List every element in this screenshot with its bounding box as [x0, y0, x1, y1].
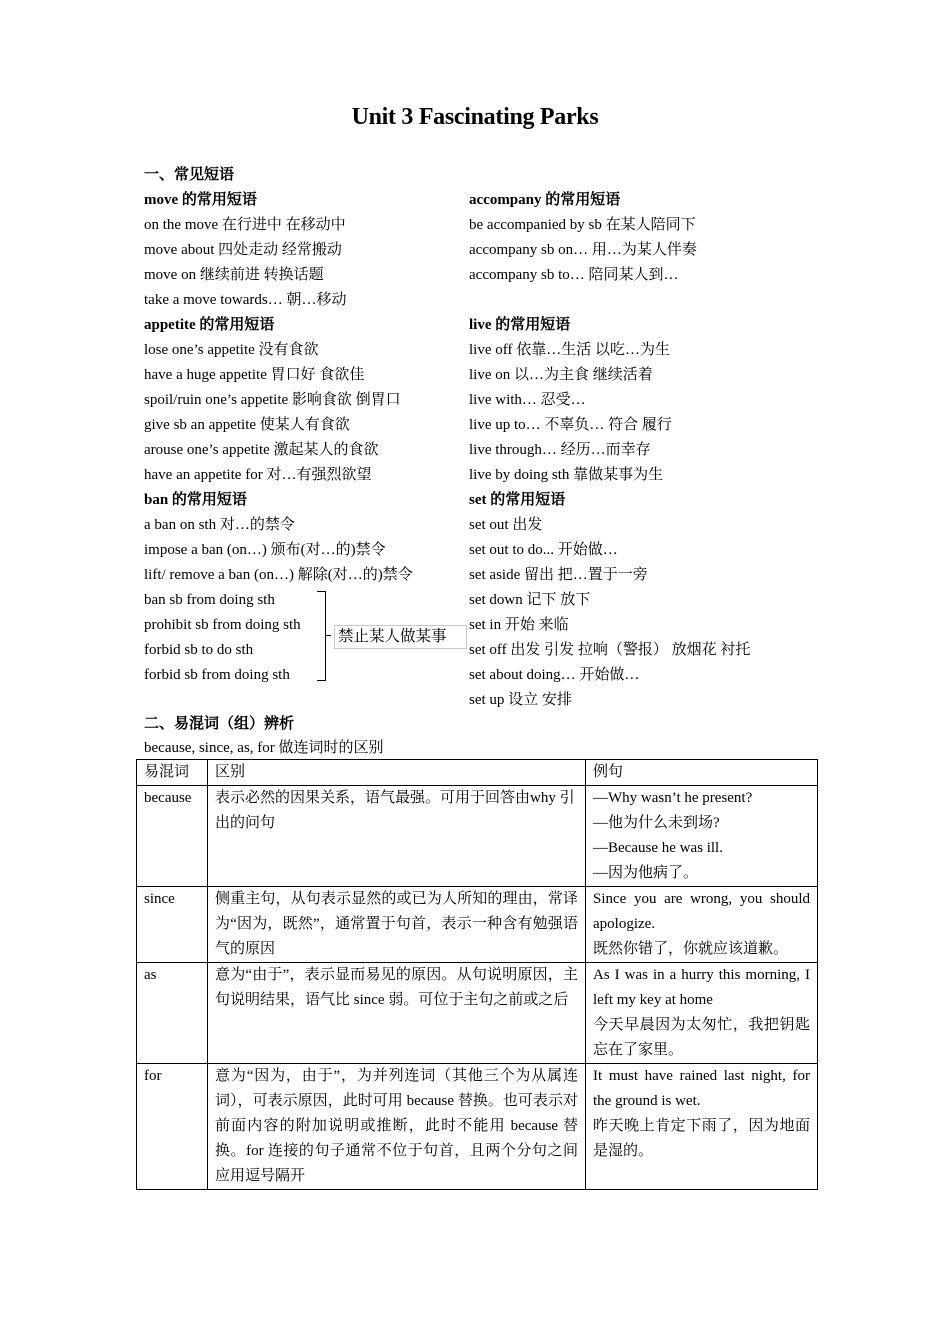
example-line: 今天早晨因为太匆忙，我把钥匙忘在了家里。	[593, 1017, 810, 1058]
table-header-cell: 例句	[586, 760, 818, 786]
example-line: 昨天晚上肯定下雨了，因为地面是湿的。	[593, 1118, 810, 1159]
appetite-item: have a huge appetite 胃口好 食欲佳	[144, 367, 365, 383]
example-line: As I was in a hurry this morning, I left my key at home	[593, 967, 810, 1008]
set-item: set up 设立 安排	[469, 692, 572, 708]
table-cell-word: because	[137, 786, 208, 887]
appetite-item: spoil/ruin one’s appetite 影响食欲 倒胃口	[144, 392, 401, 408]
table-cell-diff: 意为“由于”，表示显而易见的原因。从句说明原因，主句说明结果，语气比 since 弱。可位于主句之前或之后	[208, 963, 586, 1064]
accompany-heading: accompany 的常用短语	[469, 192, 621, 208]
live-item: live up to… 不辜负… 符合 履行	[469, 417, 672, 433]
ban-item: forbid sb from doing sth	[144, 667, 290, 683]
table-row	[137, 887, 818, 963]
table-header-cell: 易混词	[137, 760, 208, 786]
live-heading: live 的常用短语	[469, 317, 571, 333]
ban-bracket-tick	[325, 635, 331, 636]
live-item: live with… 忍受…	[469, 392, 586, 408]
ban-item: lift/ remove a ban (on…) 解除(对…的)禁令	[144, 567, 413, 583]
table-header-cell: 区别	[208, 760, 586, 786]
table-header-row	[137, 760, 818, 786]
move-item: move about 四处走动 经常搬动	[144, 242, 342, 258]
move-heading: move 的常用短语	[144, 192, 257, 208]
table-cell-example	[586, 786, 818, 887]
ban-item: a ban on sth 对…的禁令	[144, 517, 295, 533]
example-line: —Because he was ill.	[593, 840, 723, 856]
table-cell-diff: 侧重主句，从句表示显然的或已为人所知的理由，常译为“因为，既然”，通常置于句首，表示一种含有勉强语气的原因	[208, 887, 586, 963]
example-line: Since you are wrong, you should apologize.	[593, 891, 810, 932]
section1-heading: 一、常见短语	[144, 167, 235, 183]
example-line: —他为什么未到场?	[593, 815, 720, 831]
set-item: set about doing… 开始做…	[469, 667, 640, 683]
accompany-item: be accompanied by sb 在某人陪同下	[469, 217, 696, 233]
ban-item: prohibit sb from doing sth	[144, 617, 301, 633]
set-heading: set 的常用短语	[469, 492, 566, 508]
table-row	[137, 786, 818, 887]
page-title: Unit 3 Fascinating Parks	[351, 104, 599, 130]
live-item: live by doing sth 靠做某事为生	[469, 467, 664, 483]
ban-item: ban sb from doing sth	[144, 592, 275, 608]
example-line: —Why wasn’t he present?	[593, 790, 753, 806]
table-cell-word: for	[137, 1064, 208, 1190]
live-item: live on 以…为主食 继续活着	[469, 367, 653, 383]
appetite-item: have an appetite for 对…有强烈欲望	[144, 467, 372, 483]
table-cell-word: since	[137, 887, 208, 963]
live-item: live off 依靠…生活 以吃…为生	[469, 342, 670, 358]
table-cell-diff: 表示必然的因果关系，语气最强。可用于回答由why 引出的问句	[208, 786, 586, 887]
section2-heading: 二、易混词（组）辨析	[144, 716, 295, 732]
table-cell-word: as	[137, 963, 208, 1064]
set-item: set out 出发	[469, 517, 543, 533]
table-cell-diff: 意为“因为，由于”，为并列连词（其他三个为从属连词），可表示原因，此时可用 because 替换。也可表示对前面内容的附加说明或推断，此时不能用 because 替换。for 连接的句子通常不位于句首，且两个分句之间应用逗号隔开	[208, 1064, 586, 1190]
ban-heading: ban 的常用短语	[144, 492, 247, 508]
table-cell-example	[586, 887, 818, 963]
ban-item: forbid sb to do sth	[144, 642, 254, 658]
table-row	[137, 1064, 818, 1190]
set-item: set down 记下 放下	[469, 592, 591, 608]
example-line: It must have rained last night, for the ground is wet.	[593, 1068, 810, 1109]
accompany-item: accompany sb on… 用…为某人伴奏	[469, 242, 697, 258]
table-cell-example	[586, 963, 818, 1064]
move-item: move on 继续前进 转换话题	[144, 267, 324, 283]
appetite-item: give sb an appetite 使某人有食欲	[144, 417, 350, 433]
set-item: set in 开始 来临	[469, 617, 569, 633]
live-item: live through… 经历…而幸存	[469, 442, 651, 458]
appetite-item: lose one’s appetite 没有食欲	[144, 342, 319, 358]
set-item: set aside 留出 把…置于一旁	[469, 567, 648, 583]
set-item: set off 出发 引发 拉响（警报） 放烟花 衬托	[469, 642, 751, 658]
ban-bracket	[317, 591, 326, 681]
accompany-item: accompany sb to… 陪同某人到…	[469, 267, 679, 283]
move-item: take a move towards… 朝…移动	[144, 292, 347, 308]
comparison-table	[136, 759, 818, 1190]
set-item: set out to do... 开始做…	[469, 542, 618, 558]
example-line: —因为他病了。	[593, 865, 699, 881]
appetite-item: arouse one’s appetite 激起某人的食欲	[144, 442, 379, 458]
ban-bracket-label: 禁止某人做某事	[334, 625, 467, 649]
table-row	[137, 963, 818, 1064]
example-line: 既然你错了，你就应该道歉。	[593, 941, 789, 957]
appetite-heading: appetite 的常用短语	[144, 317, 275, 333]
section2-subheading: because, since, as, for 做连词时的区别	[144, 740, 384, 756]
ban-item: impose a ban (on…) 颁布(对…的)禁令	[144, 542, 386, 558]
move-item: on the move 在行进中 在移动中	[144, 217, 346, 233]
table-cell-example	[586, 1064, 818, 1190]
